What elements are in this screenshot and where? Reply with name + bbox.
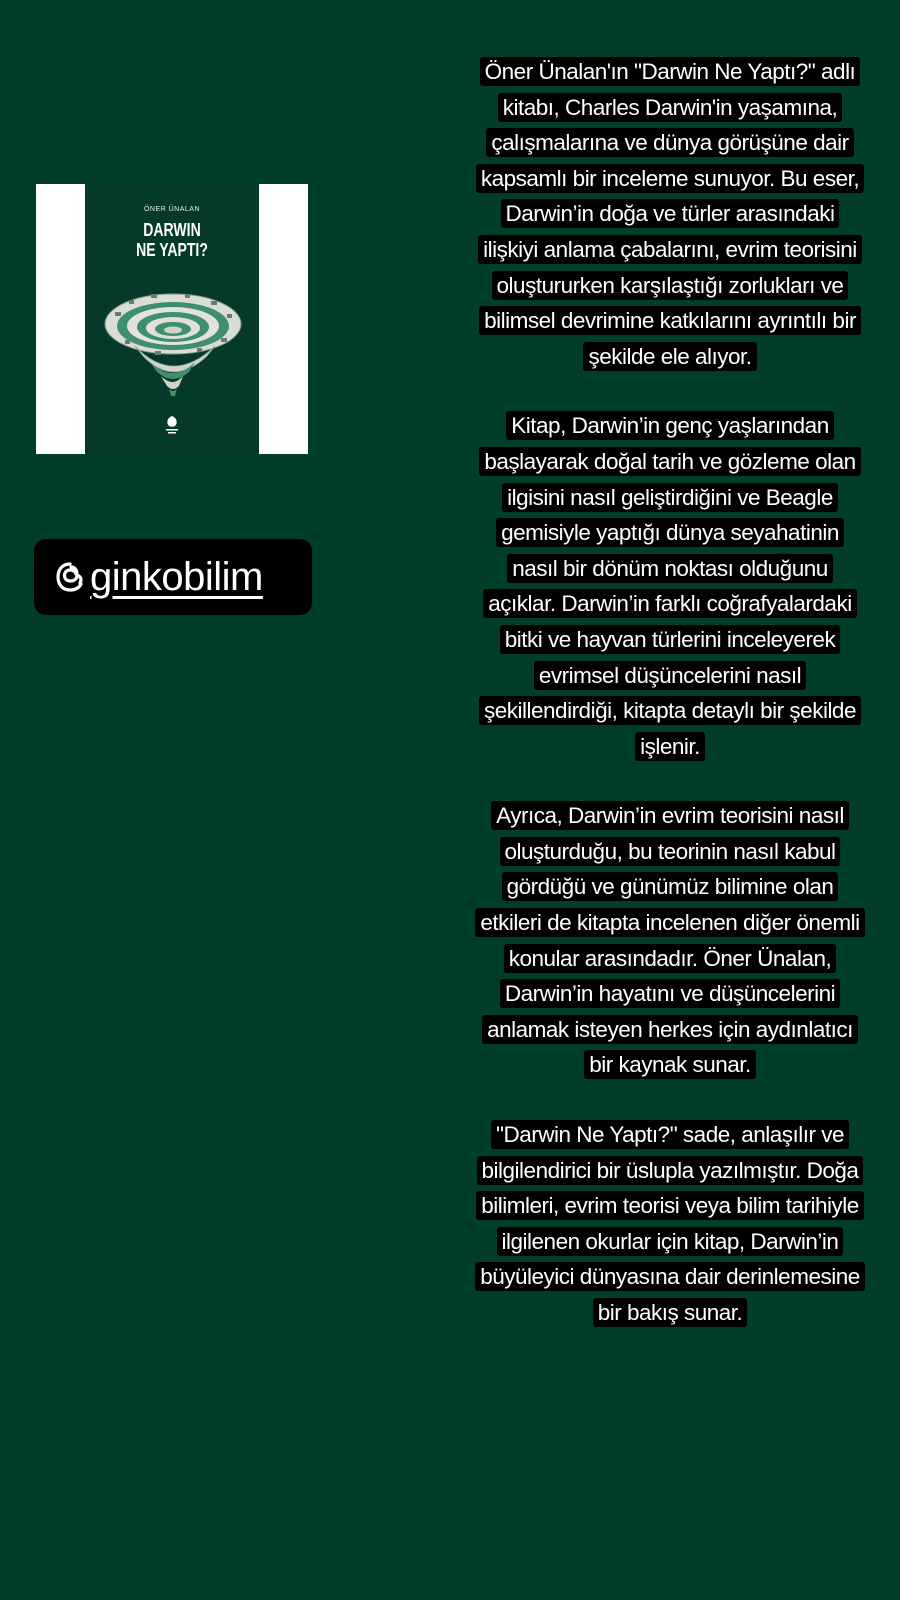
paragraph-1 (474, 54, 866, 374)
book-title-line1: DARWIN (143, 220, 201, 240)
book-author: ÖNER ÜNALAN (143, 206, 201, 213)
spiral-illustration (95, 276, 249, 401)
book-title (104, 220, 240, 260)
book-title-line2: NE YAPTI? (136, 240, 208, 260)
book-cover (85, 184, 259, 454)
story-text-block (474, 54, 866, 1365)
paragraph-1-text: Öner Ünalan'ın "Darwin Ne Yaptı?" adlı kitabı, Charles Darwin'in yaşamına, çalışmalarına ve dünya görüşüne dair kapsamlı bir inceleme sunuyor. Bu eser, Darwin’in doğa ve türler arasındaki ilişkiyi anlama çabalarını, evrim teorisini oluştururken karşılaştığı zorlukları ve bilimsel devrimine katkılarını ayrıntılı bir şekilde ele alıyor. (476, 57, 864, 371)
threads-handle-sticker[interactable] (34, 539, 312, 615)
paragraph-3 (474, 798, 866, 1083)
book-cover-image (36, 184, 308, 454)
paragraph-4 (474, 1117, 866, 1331)
handle-text: ginkobilim (90, 555, 263, 599)
paragraph-3-text: Ayrıca, Darwin’in evrim teorisini nasıl oluşturduğu, bu teorinin nasıl kabul gördüğü ve günümüz bilimine olan etkileri de kitapta incelenen diğer önemli konular arasındadır. Öner Ünalan, Darwin’in hayatını ve düşüncelerini anlamak isteyen herkes için aydınlatıcı bir kaynak sunar. (475, 801, 864, 1079)
paragraph-2 (474, 408, 866, 764)
publisher-logo (163, 414, 181, 436)
threads-icon (54, 561, 86, 593)
paragraph-2-text: Kitap, Darwin’in genç yaşlarından başlayarak doğal tarih ve gözleme olan ilgisini nasıl geliştirdiğini ve Beagle gemisiyle yaptığı dünya seyahatinin nasıl bir dönüm noktası olduğunu açıklar. Darwin’in farklı coğrafyalardaki bitki ve hayvan türlerini inceleyerek evrimsel düşüncelerini nasıl şekillendirdiği, kitapta detaylı bir şekilde işlenir. (479, 411, 861, 760)
paragraph-4-text: "Darwin Ne Yaptı?" sade, anlaşılır ve bilgilendirici bir üslupla yazılmıştır. Doğa bilimleri, evrim teorisi veya bilim tarihiyle ilgilenen okurlar için kitap, Darwin’in büyüleyici dünyasına dair derinlemesine bir bakış sunar. (475, 1120, 864, 1327)
